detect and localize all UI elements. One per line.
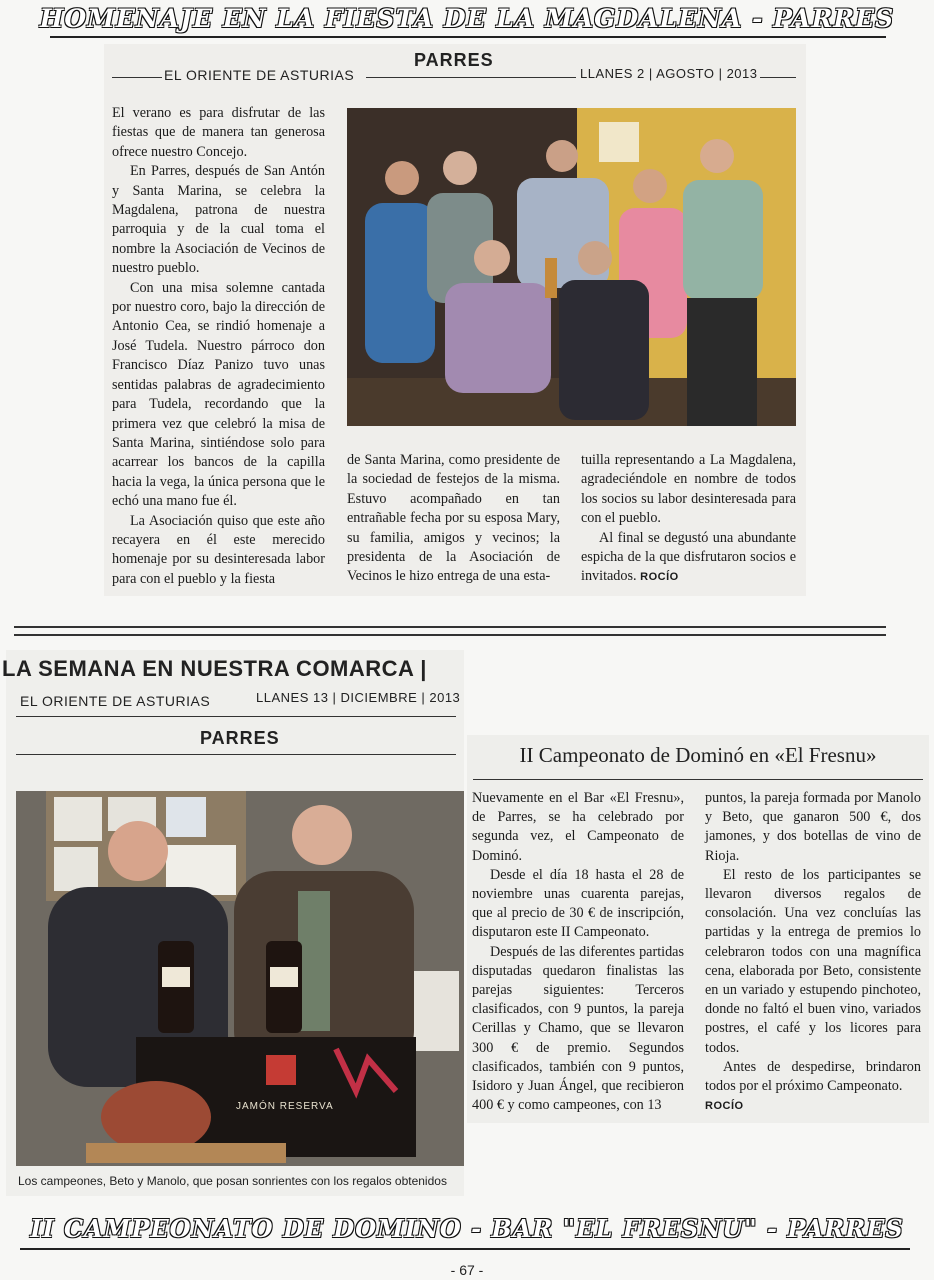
top-banner-underline (50, 36, 886, 38)
top-banner-title: HOMENAJE EN LA FIESTA DE LA MAGDALENA - PARRES (39, 4, 895, 33)
paragraph: puntos, la pareja formada por Manolo y Beto, que ganaron 500 €, dos jamones, y dos botellas de vino de Rioja. (705, 790, 921, 864)
clipping-domino-article (467, 735, 929, 1123)
masthead-rule-left (112, 77, 162, 78)
box-label: JAMÓN RESERVA (236, 1101, 334, 1112)
paragraph (581, 529, 796, 588)
champions-photo (16, 791, 464, 1166)
author-signature: ROCÍO (705, 1100, 744, 1113)
photo-caption: Los campeones, Beto y Manolo, que posan sonrientes con los regalos obtenidos (18, 1174, 447, 1188)
masthead-rule-right (760, 77, 796, 78)
page-number: - 67 - (450, 1262, 484, 1278)
bottom-banner-underline (20, 1248, 910, 1250)
kicker: LA SEMANA EN NUESTRA COMARCA | (2, 656, 427, 681)
headline-rule (473, 779, 923, 780)
divider-top-line (14, 626, 886, 628)
paragraph: La Asociación quiso que este año recayera en él este merecido homenaje por su desinteresada labor para con el pueblo y la fiesta (112, 512, 325, 587)
dateline: LLANES 13 | DICIEMBRE | 2013 (256, 690, 461, 705)
author-signature: ROCÍO (640, 571, 679, 584)
divider-bottom-line (14, 634, 886, 636)
paragraph: de Santa Marina, como presidente de la sociedad de festejos de la misma. Estuvo acompañado en tan entrañable fecha por su esposa Mary, su familia, amigos y vecinos; la presidenta de la Asociación de Vecinos le hizo entrega de una esta- (347, 452, 560, 585)
article-column-3 (581, 451, 796, 588)
paragraph: tuilla representando a La Magdalena, agradeciéndole en nombre de todos los socios su labor desinteresada para con el pueblo. (581, 452, 796, 527)
homage-photo (347, 108, 796, 426)
paragraph: El resto de los participantes se llevaron diversos regalos de consolación. Una vez concluías las partidas y la entrega de premios lo celebraron todos con una magnífica cena, elaborada por Beto, consistente en un variado y estupendo pinchoteo, donde no faltó el buen vino, variados postres, el café y los licores para todos. (705, 866, 921, 1056)
paragraph: Después de las diferentes partidas disputadas quedaron finalistas las parejas siguientes: Terceros clasificados, con 9 puntos, la pareja Cerillas y Chamo, que se llevaron 300 € de premio. Segundos clasificados, también con 9 puntos, Isidoro y Juan Ángel, que recibieron 400 € y como campeones, con 13 (472, 943, 684, 1114)
masthead-rule-mid (366, 77, 576, 78)
paragraph: El verano es para disfrutar de las fiestas que de manera tan generosa ofrece nuestro Concejo. (112, 105, 325, 160)
paragraph: Desde el día 18 hasta el 28 de noviembre unas cuarenta parejas, que al precio de 30 € de inscripción, disputaron este II Campeonato. (472, 866, 684, 941)
paragraph: Nuevamente en el Bar «El Fresnu», de Parres, se ha celebrado por segunda vez, el Campeonato de Dominó. (472, 790, 684, 864)
paragraph: Antes de despedirse, brindaron todos por el próximo Campeonato. (705, 1058, 921, 1095)
paragraph-text: Al final se degustó una abundante espicha de la que disfrutaron socios e invitados. (581, 529, 796, 585)
clipping-domino-photo (2, 650, 464, 1196)
section-rule (16, 754, 456, 755)
newspaper-name: EL ORIENTE DE ASTURIAS (164, 67, 355, 83)
article-column-2 (705, 789, 921, 1116)
article-column-2 (347, 451, 560, 587)
masthead-rule (16, 716, 456, 717)
section-title: PARRES (414, 50, 494, 70)
bottom-banner-title: II CAMPEONATO DE DOMINO - BAR "EL FRESNU" - PARRES (30, 1214, 904, 1243)
dateline: LLANES 2 | AGOSTO | 2013 (580, 66, 758, 81)
newspaper-name: EL ORIENTE DE ASTURIAS (20, 693, 211, 709)
article-column-1 (472, 789, 684, 1115)
article-column-1 (112, 104, 325, 589)
section-title: PARRES (200, 728, 280, 748)
article-headline: II Campeonato de Dominó en «El Fresnu» (519, 743, 877, 767)
paragraph: Con una misa solemne cantada por nuestro coro, bajo la dirección de Antonio Cea, se rindió homenaje a José Tudela. Nuestro párroco don Francisco Díaz Panizo tuvo unas sentidas palabras de agradecimiento para Tudela, recordando que la primera vez que celebró la misa de Santa Marina, sintiéndose solo para acarrear los bancos de la capilla hacia la vega, la única persona que le echó una mano fue él. (112, 279, 325, 510)
clipping-magdalena (104, 44, 806, 596)
paragraph: En Parres, después de San Antón y Santa Marina, se celebra la Magdalena, patrona de nuestra parroquia y de la cual toma el nombre la Asociación de Vecinos de nuestro pueblo. (112, 163, 325, 277)
